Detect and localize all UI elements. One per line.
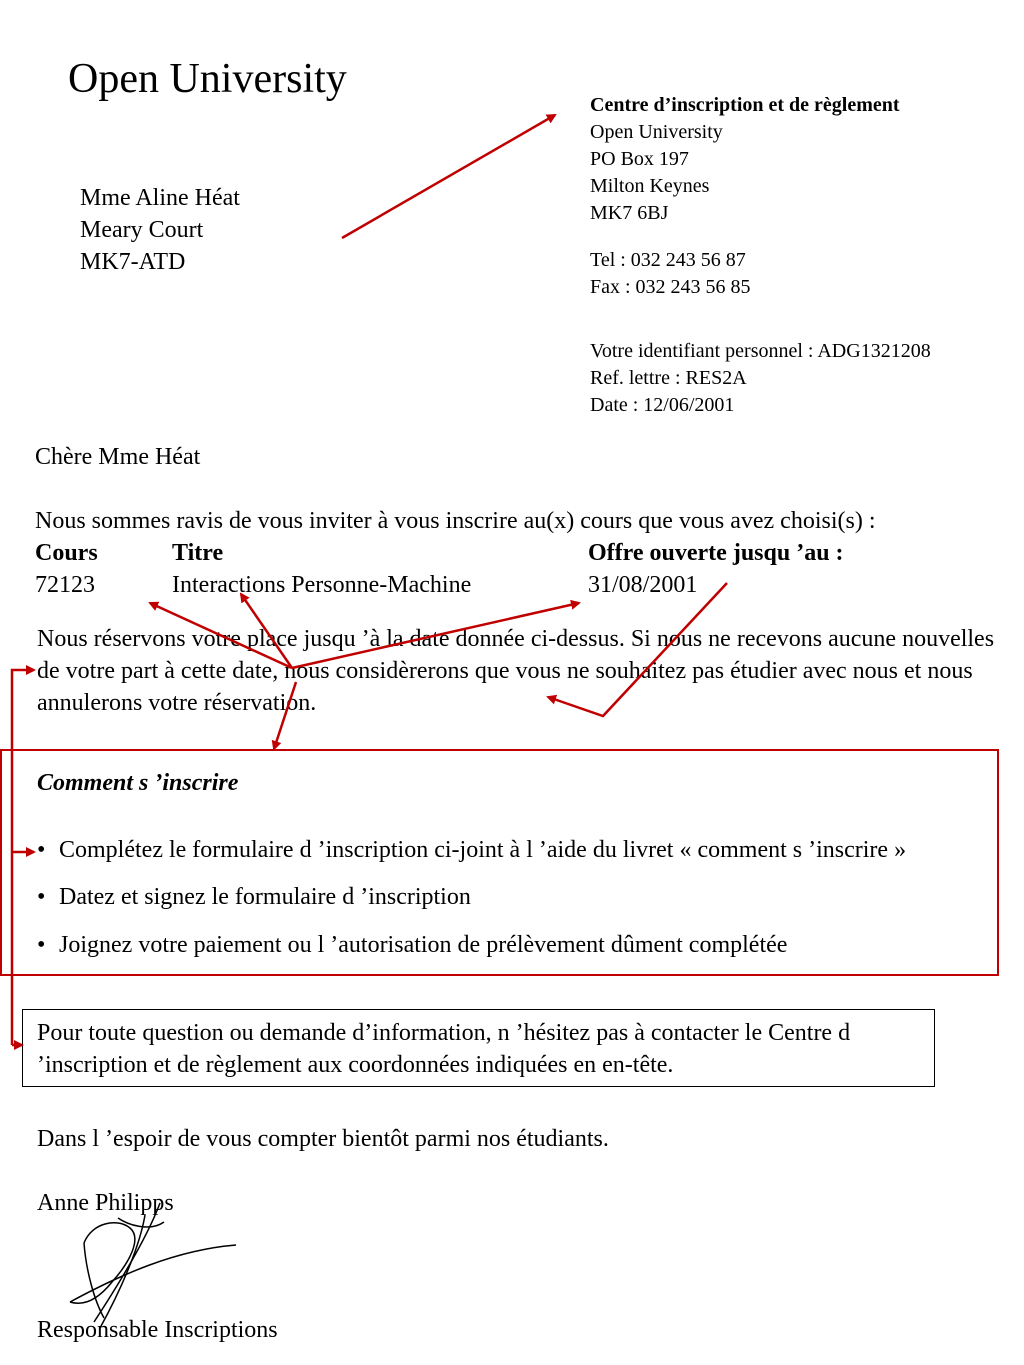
personal-identifier: Votre identifiant personnel : ADG1321208	[590, 340, 931, 362]
arrow-to-offer-date	[292, 603, 579, 668]
reservation-paragraph: Nous réservons votre place jusqu ’à la date donnée ci-dessus. Si nous ne recevons aucune nouvelles de votre part à cette date, nous considèrerons que vous ne souhaitez pas étudier avec nous et nous annulerons votre réservation.	[37, 626, 995, 716]
bullet: •	[37, 884, 46, 910]
letter-date: Date : 12/06/2001	[590, 394, 735, 416]
info-box-text: Pour toute question ou demande d’information, n ’hésitez pas à contacter le Centre d ’inscription et de règlement aux coordonnées indiquées en en-tête.	[37, 1020, 851, 1078]
sender-name: Centre d’inscription et de règlement	[590, 94, 900, 116]
step-text: Joignez votre paiement ou l ’autorisation de prélèvement dûment complétée	[59, 932, 788, 958]
table-cell-course-code: 72123	[35, 572, 95, 598]
letter-ref: Ref. lettre : RES2A	[590, 367, 747, 389]
recipient-line: Mme Aline Héat	[80, 185, 240, 211]
bullet: •	[37, 837, 46, 863]
table-header-offre: Offre ouverte jusqu ’au :	[588, 540, 844, 566]
recipient-line: MK7-ATD	[80, 249, 186, 275]
table-header-titre: Titre	[172, 540, 224, 566]
sender-line: MK7 6BJ	[590, 202, 669, 224]
step-text: Datez et signez le formulaire d ’inscription	[59, 884, 471, 910]
intro-paragraph: Nous sommes ravis de vous inviter à vous inscrire au(x) cours que vous avez choisi(s) :	[35, 508, 876, 534]
handwritten-signature	[70, 1203, 236, 1328]
bullet: •	[37, 932, 46, 958]
arrow-recipient-to-sender	[342, 115, 555, 238]
salutation: Chère Mme Héat	[35, 444, 201, 470]
step-text: Complétez le formulaire d ’inscription ci-joint à l ’aide du livret « comment s ’inscrire »	[59, 837, 907, 863]
signatory-name: Anne Philipps	[37, 1190, 174, 1216]
signatory-role: Responsable Inscriptions	[37, 1317, 278, 1343]
sender-line: PO Box 197	[590, 148, 689, 170]
table-cell-offer-date: 31/08/2001	[588, 572, 698, 598]
sender-fax: Fax : 032 243 56 85	[590, 276, 751, 298]
closing-line: Dans l ’espoir de vous compter bientôt parmi nos étudiants.	[37, 1126, 609, 1152]
how-to-register-title: Comment s ’inscrire	[37, 770, 239, 796]
sender-line: Open University	[590, 121, 723, 143]
page-title: Open University	[68, 56, 347, 102]
arrow-to-how-to-register	[274, 682, 296, 749]
recipient-line: Meary Court	[80, 217, 204, 243]
table-cell-course-title: Interactions Personne-Machine	[172, 572, 472, 598]
sender-tel: Tel : 032 243 56 87	[590, 249, 746, 271]
table-header-cours: Cours	[35, 540, 98, 566]
sender-line: Milton Keynes	[590, 175, 710, 197]
arrow-left-to-reservation	[12, 670, 34, 1045]
